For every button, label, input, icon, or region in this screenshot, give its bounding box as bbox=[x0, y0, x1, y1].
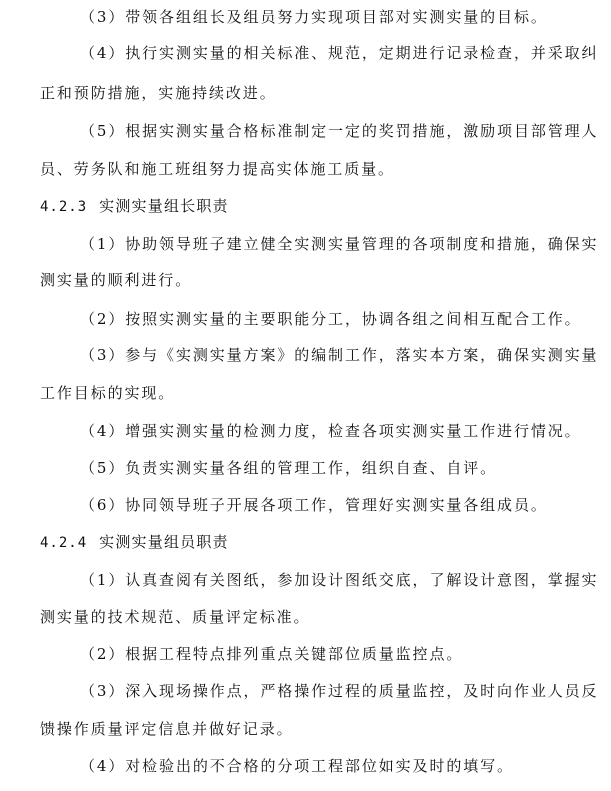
paragraph-line: 工作目标的实现。 bbox=[40, 384, 176, 402]
paragraph-line: 馈操作质量评定信息并做好记录。 bbox=[40, 720, 294, 738]
paragraph-line: （1）认真查阅有关图纸，参加设计图纸交底，了解设计意图，掌握实 bbox=[80, 571, 599, 589]
paragraph-line: （2）按照实测实量的主要职能分工，协调各组之间相互配合工作。 bbox=[80, 310, 582, 328]
paragraph-line: （1）协助领导班子建立健全实测实量管理的各项制度和措施，确保实 bbox=[80, 235, 599, 253]
section-number: 4.2.3 bbox=[40, 199, 88, 215]
paragraph-line: （3）参与《实测实量方案》的编制工作，落实本方案，确保实测实量 bbox=[80, 346, 599, 364]
paragraph-line: 测实量的技术规范、质量评定标准。 bbox=[40, 608, 311, 626]
section-heading-4-2-3 bbox=[40, 196, 229, 217]
paragraph-line: 员、劳务队和施工班组努力提高实体施工质量。 bbox=[40, 160, 395, 178]
section-heading-4-2-4 bbox=[40, 532, 229, 553]
paragraph-line: （4）增强实测实量的检测力度，检查各项实测实量工作进行情况。 bbox=[80, 422, 582, 440]
paragraph-line: （6）协同领导班子开展各项工作，管理好实测实量各组成员。 bbox=[80, 496, 548, 514]
section-title: 实测实量组员职责 bbox=[99, 533, 229, 551]
paragraph-line: （3）深入现场操作点，严格操作过程的质量监控，及时向作业人员反 bbox=[80, 682, 599, 700]
paragraph-line: （3）带领各组组长及组员努力实现项目部对实测实量的目标。 bbox=[80, 8, 548, 26]
paragraph-line: 测实量的顺利进行。 bbox=[40, 271, 193, 289]
paragraph-line: （2）根据工程特点排列重点关键部位质量监控点。 bbox=[80, 645, 464, 663]
paragraph-line: （4）对检验出的不合格的分项工程部位如实及时的填写。 bbox=[80, 757, 514, 775]
paragraph-line: （5）根据实测实量合格标准制定一定的奖罚措施，激励项目部管理人 bbox=[80, 122, 599, 140]
paragraph-line: （4）执行实测实量的相关标准、规范，定期进行记录检查，并采取纠 bbox=[80, 44, 599, 62]
section-number: 4.2.4 bbox=[40, 535, 88, 551]
paragraph-line: （5）负责实测实量各组的管理工作，组织自查、自评。 bbox=[80, 459, 498, 477]
section-title: 实测实量组长职责 bbox=[99, 197, 229, 215]
paragraph-line: 正和预防措施，实施持续改进。 bbox=[40, 84, 277, 102]
